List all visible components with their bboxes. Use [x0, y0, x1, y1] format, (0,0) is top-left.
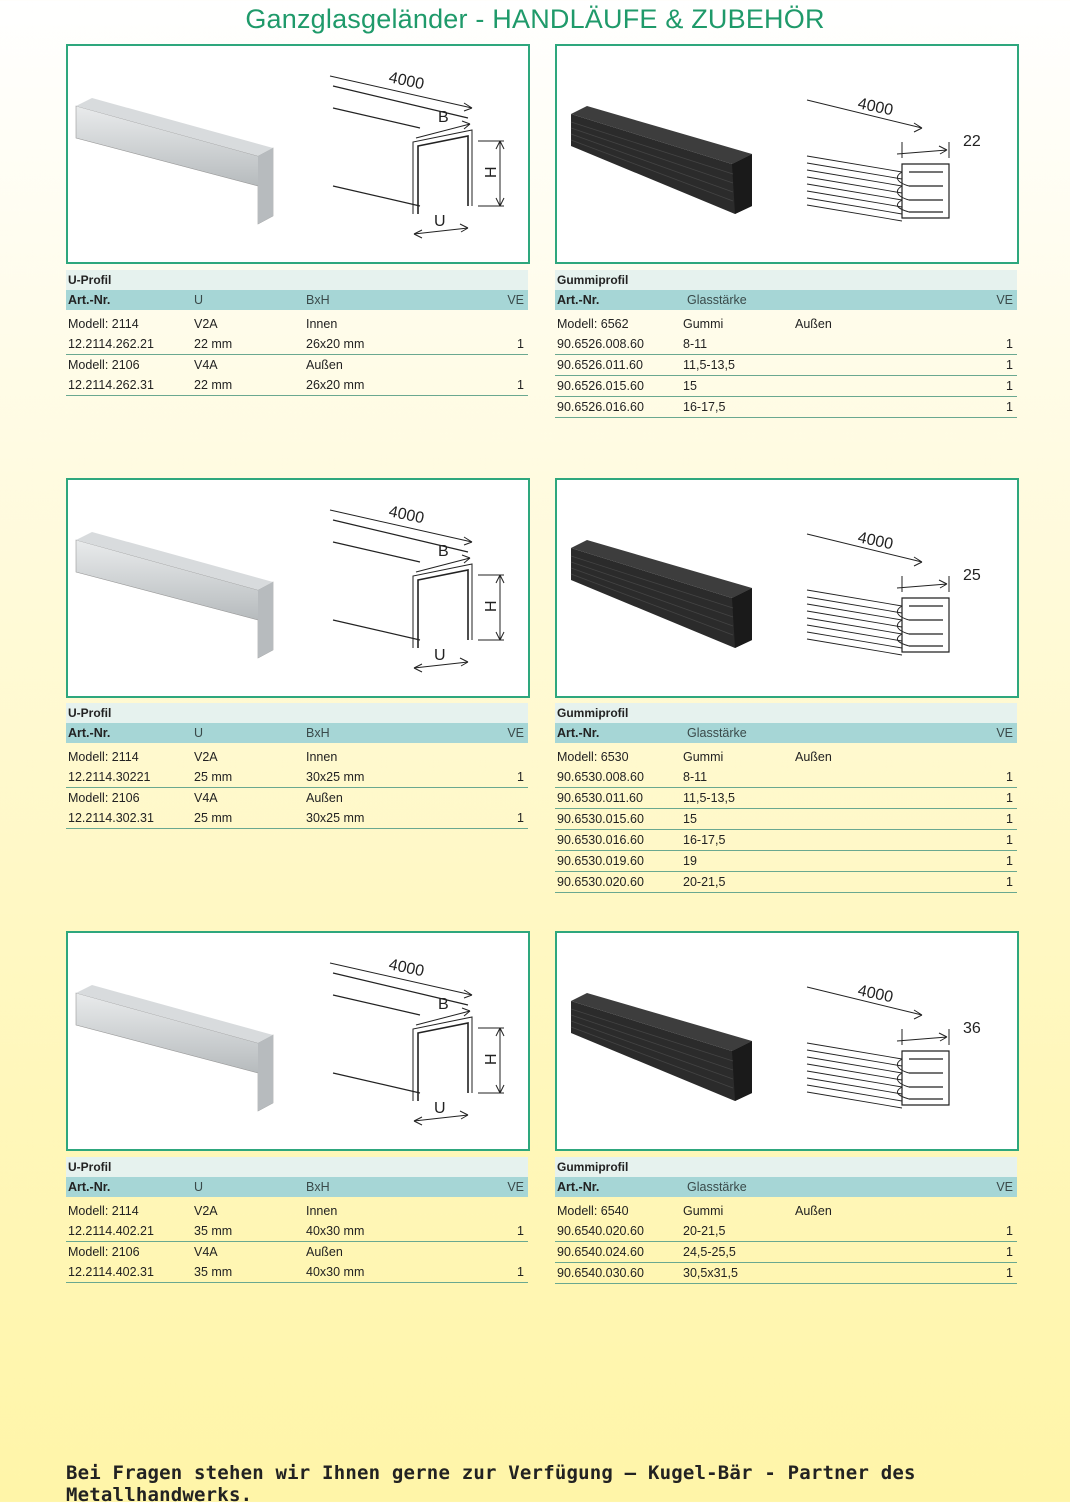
- u-profile-dimension-drawing: [330, 510, 504, 672]
- section-heading: Gummiprofil: [557, 1160, 629, 1174]
- article-number: 90.6530.016.60: [557, 833, 644, 847]
- cell-col3: Außen: [795, 317, 832, 331]
- table-row: [555, 767, 1017, 788]
- table-row: [555, 809, 1017, 830]
- column-header-row: [66, 1177, 528, 1197]
- article-number: 90.6540.020.60: [557, 1224, 644, 1238]
- article-table: [555, 703, 1017, 893]
- model-name: Modell: 2106: [68, 791, 140, 805]
- cell-ve: 1: [1006, 379, 1013, 393]
- article-table: [66, 270, 528, 396]
- column-header-2: U: [194, 726, 204, 740]
- cell-col3: Außen: [306, 358, 343, 372]
- table-heading: [66, 703, 528, 723]
- product-image-box: [555, 478, 1019, 698]
- column-header-3: BxH: [306, 726, 330, 740]
- column-header-2: U: [194, 293, 204, 307]
- article-number: 12.2114.262.31: [68, 378, 154, 392]
- u-profile-photo: [76, 985, 273, 1111]
- column-header-2: Glasstärke: [687, 293, 747, 307]
- cell-ve: 1: [1006, 400, 1013, 414]
- product-image-box: [66, 44, 530, 264]
- u-profile-dimension-drawing: [330, 76, 504, 238]
- column-header-2: U: [194, 1180, 204, 1194]
- cell-col3: 26x20 mm: [306, 337, 365, 351]
- model-row: [66, 1242, 528, 1262]
- table-row: [555, 788, 1017, 809]
- table-row: [66, 334, 528, 355]
- cell-col2: 16-17,5: [683, 400, 726, 414]
- table-row: [555, 1242, 1017, 1263]
- column-header-row: [66, 290, 528, 310]
- article-number: 12.2114.402.31: [68, 1265, 154, 1279]
- cell-ve: 1: [1006, 875, 1013, 889]
- table-row: [555, 355, 1017, 376]
- cell-ve: 1: [1006, 833, 1013, 847]
- column-header-row: [555, 290, 1017, 310]
- column-header-ve: VE: [996, 293, 1013, 307]
- section-heading: Gummiprofil: [557, 706, 629, 720]
- column-header-row: [555, 723, 1017, 743]
- cell-col2: 11,5-13,5: [683, 358, 735, 372]
- u-profile-dimension-drawing: [330, 963, 504, 1125]
- model-row: [66, 1201, 528, 1221]
- column-header-2: Glasstärke: [687, 726, 747, 740]
- cell-ve: 1: [1006, 358, 1013, 372]
- section-heading: U-Profil: [68, 273, 112, 287]
- article-number: 90.6540.030.60: [557, 1266, 644, 1280]
- column-header-ve: VE: [507, 726, 524, 740]
- cell-col2: 35 mm: [194, 1265, 233, 1279]
- model-row: [555, 1201, 1017, 1221]
- dim-length-label: 4000: [387, 956, 426, 981]
- model-name: Modell: 2114: [68, 1204, 139, 1218]
- table-row: [555, 872, 1017, 893]
- u-profile-photo: [76, 98, 273, 224]
- column-header-art-nr: Art.-Nr.: [68, 293, 111, 307]
- cell-col3: Innen: [306, 750, 338, 764]
- table-row: [555, 376, 1017, 397]
- cell-col2: Gummi: [683, 1204, 724, 1218]
- table-row: [66, 1221, 528, 1242]
- dim-inner-label: U: [434, 1100, 446, 1117]
- column-header-art-nr: Art.-Nr.: [557, 726, 600, 740]
- cell-col2: 20-21,5: [683, 875, 726, 889]
- product-illustration: [557, 933, 1017, 1149]
- column-header-3: BxH: [306, 293, 330, 307]
- cell-col3: 30x25 mm: [306, 770, 365, 784]
- cell-col2: 30,5x31,5: [683, 1266, 738, 1280]
- article-number: 90.6526.008.60: [557, 337, 644, 351]
- cell-col2: 22 mm: [194, 337, 233, 351]
- cell-ve: 1: [517, 770, 524, 784]
- dim-length-label: 4000: [387, 69, 426, 94]
- rubber-profile-dimension-drawing: [807, 534, 949, 655]
- cell-col2: 24,5-25,5: [683, 1245, 736, 1259]
- column-header-art-nr: Art.-Nr.: [557, 1180, 600, 1194]
- column-header-art-nr: Art.-Nr.: [557, 293, 600, 307]
- article-table: [555, 270, 1017, 418]
- cell-ve: 1: [1006, 854, 1013, 868]
- table-heading: [66, 1157, 528, 1177]
- article-number: 90.6526.015.60: [557, 379, 644, 393]
- article-number: 90.6530.008.60: [557, 770, 644, 784]
- model-row: [66, 788, 528, 808]
- product-illustration: [557, 46, 1017, 262]
- cell-col2: 25 mm: [194, 770, 233, 784]
- cell-ve: 1: [517, 378, 524, 392]
- cell-col2: V4A: [194, 358, 218, 372]
- footer-note: Bei Fragen stehen wir Ihnen gerne zur Verfügung – Kugel-Bär - Partner des Metallhandwerks.: [66, 1462, 916, 1506]
- table-row: [555, 397, 1017, 418]
- dim-width-label: B: [438, 109, 449, 126]
- cell-col2: 8-11: [683, 770, 708, 784]
- column-header-art-nr: Art.-Nr.: [68, 726, 111, 740]
- cell-col3: Außen: [795, 750, 832, 764]
- section-heading: U-Profil: [68, 1160, 112, 1174]
- table-row: [555, 851, 1017, 872]
- article-number: 12.2114.262.21: [68, 337, 154, 351]
- cell-col2: 25 mm: [194, 811, 233, 825]
- cell-col3: Außen: [795, 1204, 832, 1218]
- article-number: 90.6526.016.60: [557, 400, 644, 414]
- table-heading: [555, 1157, 1017, 1177]
- column-header-ve: VE: [507, 293, 524, 307]
- product-illustration: [68, 46, 528, 262]
- article-number: 90.6530.011.60: [557, 791, 643, 805]
- column-header-row: [555, 1177, 1017, 1197]
- cell-col2: V2A: [194, 1204, 218, 1218]
- article-number: 90.6530.019.60: [557, 854, 644, 868]
- article-number: 90.6530.015.60: [557, 812, 644, 826]
- cell-col3: Innen: [306, 317, 338, 331]
- dim-height-label: H: [483, 1053, 500, 1065]
- dim-length-label: 4000: [856, 95, 895, 120]
- cell-ve: 1: [1006, 1245, 1013, 1259]
- column-header-ve: VE: [996, 1180, 1013, 1194]
- cell-col2: 15: [683, 812, 697, 826]
- cell-col2: V4A: [194, 791, 218, 805]
- column-header-3: BxH: [306, 1180, 330, 1194]
- table-heading: [555, 703, 1017, 723]
- cell-ve: 1: [1006, 812, 1013, 826]
- table-row: [66, 375, 528, 396]
- table-row: [66, 808, 528, 829]
- cell-col2: 20-21,5: [683, 1224, 726, 1238]
- rubber-profile-photo: [571, 993, 752, 1101]
- cell-ve: 1: [1006, 1224, 1013, 1238]
- product-illustration: [68, 933, 528, 1149]
- article-table: [66, 1157, 528, 1283]
- article-number: 12.2114.302.31: [68, 811, 154, 825]
- table-heading: [66, 270, 528, 290]
- model-row: [66, 314, 528, 334]
- model-name: Modell: 2106: [68, 1245, 140, 1259]
- table-row: [66, 1262, 528, 1283]
- cell-col3: Außen: [306, 1245, 343, 1259]
- column-header-ve: VE: [996, 726, 1013, 740]
- dim-length-label: 4000: [856, 529, 895, 554]
- cell-col2: 35 mm: [194, 1224, 233, 1238]
- cell-col3: 30x25 mm: [306, 811, 365, 825]
- section-heading: U-Profil: [68, 706, 112, 720]
- table-row: [555, 334, 1017, 355]
- model-name: Modell: 2114: [68, 317, 139, 331]
- product-image-box: [555, 44, 1019, 264]
- model-name: Modell: 2106: [68, 358, 140, 372]
- model-row: [66, 747, 528, 767]
- dim-width-label: 36: [963, 1020, 981, 1037]
- product-illustration: [557, 480, 1017, 696]
- page-title: Ganzglasgeländer - HANDLÄUFE & ZUBEHÖR: [245, 4, 825, 34]
- dim-inner-label: U: [434, 647, 446, 664]
- cell-ve: 1: [517, 811, 524, 825]
- dim-height-label: H: [483, 166, 500, 178]
- cell-col3: 40x30 mm: [306, 1224, 365, 1238]
- cell-col2: 15: [683, 379, 697, 393]
- cell-col2: Gummi: [683, 750, 724, 764]
- model-name: Modell: 6540: [557, 1204, 629, 1218]
- cell-col3: 26x20 mm: [306, 378, 365, 392]
- cell-ve: 1: [1006, 337, 1013, 351]
- cell-ve: 1: [1006, 791, 1013, 805]
- cell-col2: 8-11: [683, 337, 708, 351]
- product-image-box: [555, 931, 1019, 1151]
- model-row: [555, 747, 1017, 767]
- dim-width-label: B: [438, 996, 449, 1013]
- cell-col2: 16-17,5: [683, 833, 726, 847]
- article-table: [555, 1157, 1017, 1284]
- dim-width-label: 25: [963, 567, 981, 584]
- dim-height-label: H: [483, 600, 500, 612]
- table-row: [555, 830, 1017, 851]
- product-image-box: [66, 931, 530, 1151]
- model-row: [66, 355, 528, 375]
- u-profile-photo: [76, 532, 273, 658]
- rubber-profile-photo: [571, 106, 752, 214]
- dim-width-label: B: [438, 543, 449, 560]
- article-number: 90.6526.011.60: [557, 358, 643, 372]
- model-name: Modell: 2114: [68, 750, 139, 764]
- cell-ve: 1: [1006, 1266, 1013, 1280]
- cell-ve: 1: [517, 1265, 524, 1279]
- cell-col2: 19: [683, 854, 697, 868]
- article-number: 12.2114.402.21: [68, 1224, 154, 1238]
- rubber-profile-dimension-drawing: [807, 100, 949, 221]
- dim-length-label: 4000: [387, 503, 426, 528]
- cell-col2: 11,5-13,5: [683, 791, 735, 805]
- rubber-profile-photo: [571, 540, 752, 648]
- table-row: [555, 1221, 1017, 1242]
- article-table: [66, 703, 528, 829]
- cell-col2: 22 mm: [194, 378, 233, 392]
- column-header-row: [66, 723, 528, 743]
- dim-width-label: 22: [963, 133, 981, 150]
- article-number: 90.6530.020.60: [557, 875, 644, 889]
- article-number: 90.6540.024.60: [557, 1245, 644, 1259]
- product-image-box: [66, 478, 530, 698]
- cell-ve: 1: [1006, 770, 1013, 784]
- model-row: [555, 314, 1017, 334]
- cell-ve: 1: [517, 337, 524, 351]
- cell-ve: 1: [517, 1224, 524, 1238]
- cell-col3: Außen: [306, 791, 343, 805]
- model-name: Modell: 6530: [557, 750, 629, 764]
- table-heading: [555, 270, 1017, 290]
- cell-col2: V2A: [194, 317, 218, 331]
- product-illustration: [68, 480, 528, 696]
- cell-col3: 40x30 mm: [306, 1265, 365, 1279]
- cell-col3: Innen: [306, 1204, 338, 1218]
- model-name: Modell: 6562: [557, 317, 629, 331]
- article-number: 12.2114.30221: [68, 770, 151, 784]
- table-row: [66, 767, 528, 788]
- dim-inner-label: U: [434, 213, 446, 230]
- table-row: [555, 1263, 1017, 1284]
- section-heading: Gummiprofil: [557, 273, 629, 287]
- column-header-2: Glasstärke: [687, 1180, 747, 1194]
- cell-col2: V4A: [194, 1245, 218, 1259]
- cell-col2: Gummi: [683, 317, 724, 331]
- column-header-ve: VE: [507, 1180, 524, 1194]
- rubber-profile-dimension-drawing: [807, 987, 949, 1108]
- column-header-art-nr: Art.-Nr.: [68, 1180, 111, 1194]
- cell-col2: V2A: [194, 750, 218, 764]
- dim-length-label: 4000: [856, 982, 895, 1007]
